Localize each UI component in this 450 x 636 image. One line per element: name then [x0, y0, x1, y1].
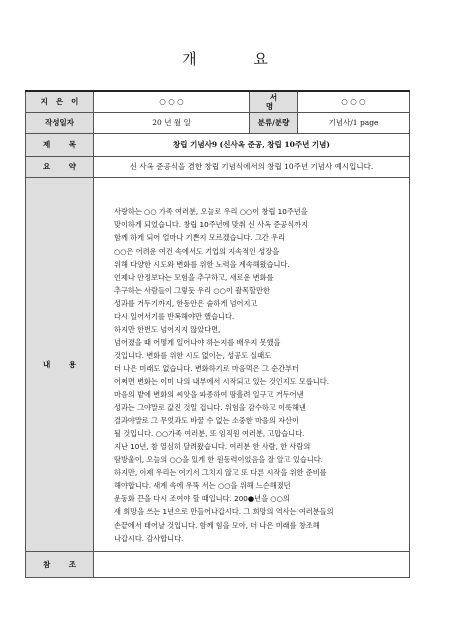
content-label: 내 용	[26, 177, 94, 551]
content-line: 나갑시다. 감사합니다.	[114, 533, 184, 543]
document-title: 개 요	[182, 50, 294, 68]
content-line: 땀방울이, 오늘의 ○○을 있게 한 원동력이었음을 잘 알고 있습니다.	[114, 455, 323, 465]
content-row	[26, 177, 410, 551]
content-line: 어쩌면 변화는 이미 나의 내부에서 시작되고 있는 것인지도 모릅니다.	[114, 377, 329, 386]
author-label: 지은이	[26, 91, 94, 112]
content-line: 넘어졌을 때 어떻게 일어나야 하는지를 배우지 못했을	[114, 337, 281, 347]
content-cell	[94, 177, 410, 551]
content-line: 추구하는 사람들이 그렇듯 우리 ○○이 괄목할만한	[114, 285, 270, 295]
content-line: 하지만 한번도 넘어지지 않았다면,	[114, 324, 221, 334]
content-line: 함께 하게 되어 얼마나 기쁜지 모르겠습니다. 그간 우리	[114, 233, 286, 243]
subject-row	[26, 133, 410, 156]
reference-label: 참 조	[26, 551, 94, 577]
summary-value: 신 사옥 준공식을 겸한 창립 기념식에서의 창립 10주년 기념사 예시입니다.	[94, 156, 410, 177]
reference-value	[94, 551, 410, 577]
date-value: 20 년 월 일	[94, 112, 250, 133]
content-line: 더 나은 미래도 없습니다. 변화하기로 마음먹은 그 순간부터	[114, 363, 299, 373]
content-line: 맞이하게 되었습니다. 창립 10주년에 맞춰 신 사옥 준공식까지	[114, 220, 309, 230]
author-value: ○ ○ ○	[94, 91, 250, 112]
category-value: 기념사/1 page	[298, 112, 410, 133]
content-text	[94, 183, 409, 544]
position-label: 서 명	[250, 91, 298, 112]
content-line: 지난 10년, 참 열심히 달려왔습니다. 여러분 한 사람, 한 사람의	[114, 442, 311, 452]
content-line: 언제나 안정보다는 모험을 추구하고, 새로운 변화를	[114, 272, 274, 282]
summary-label: 요 약	[26, 156, 94, 177]
position-value: ○ ○ ○	[298, 91, 410, 112]
content-line: 결과야말로 그 무엇과도 바꿀 수 없는 소중한 마음의 자산이	[114, 416, 299, 426]
date-row	[26, 112, 410, 133]
category-label: 분류/분량	[250, 112, 298, 133]
content-line: 될 것입니다. ○○가족 여러분, 또 임직원 여러분, 고맙습니다.	[114, 429, 305, 439]
summary-row	[26, 156, 410, 177]
content-line: 성과를 거두기까지, 한동안은 숱하게 넘어지고	[114, 298, 258, 308]
content-line: 운동화 끈을 다시 조여야 할 때입니다. 200●년을 ○○의	[114, 494, 290, 504]
content-line: 마음의 밭에 변화의 씨앗을 파종하여 땀흘려 일구고 거두어낸	[114, 390, 304, 400]
reference-row	[26, 551, 410, 577]
content-line: 하지만, 이제 우리는 여기서 그치지 않고 또 다른 시작을 위한 준비를	[114, 468, 327, 478]
date-label: 작성일자	[26, 112, 94, 133]
author-row	[26, 91, 410, 112]
content-line: 손끝에서 태어날 것입니다. 함께 힘을 모아, 더 나은 미래를 창조해	[114, 520, 320, 530]
content-line: 것입니다. 변화를 위한 시도 없이는, 성공도 실패도	[114, 350, 272, 360]
subject-label: 제 목	[26, 133, 94, 156]
subject-value: 창립 기념사9 (신사옥 준공, 창립 10주년 기념)	[94, 133, 410, 156]
summary-form-table	[25, 90, 410, 578]
content-line: 해야합니다. 새계 속에 우뚝 서는 ○○을 위해 느슨해졌던	[114, 481, 291, 491]
content-line: 성과는 그야말로 값진 것일 겁니다. 위험을 감수하고 이룩해낸	[114, 403, 306, 413]
content-line: 사랑하는 ○○ 가족 여러분, 오늘로 우리 ○○이 창립 10주년을	[114, 207, 308, 217]
content-line: 다시 일어서기를 반복해야만 했습니다.	[114, 311, 235, 321]
content-line: ○○은 어려운 여건 속에서도 기업의 지속적인 성장을	[114, 246, 280, 256]
content-line: 새 희망을 쓰는 1년으로 만들어나갑시다. 그 희망의 역사는 여러분들의	[114, 507, 334, 517]
content-line: 위해 다양한 시도와 변화를 위한 노력을 계속해왔습니다.	[114, 259, 290, 269]
